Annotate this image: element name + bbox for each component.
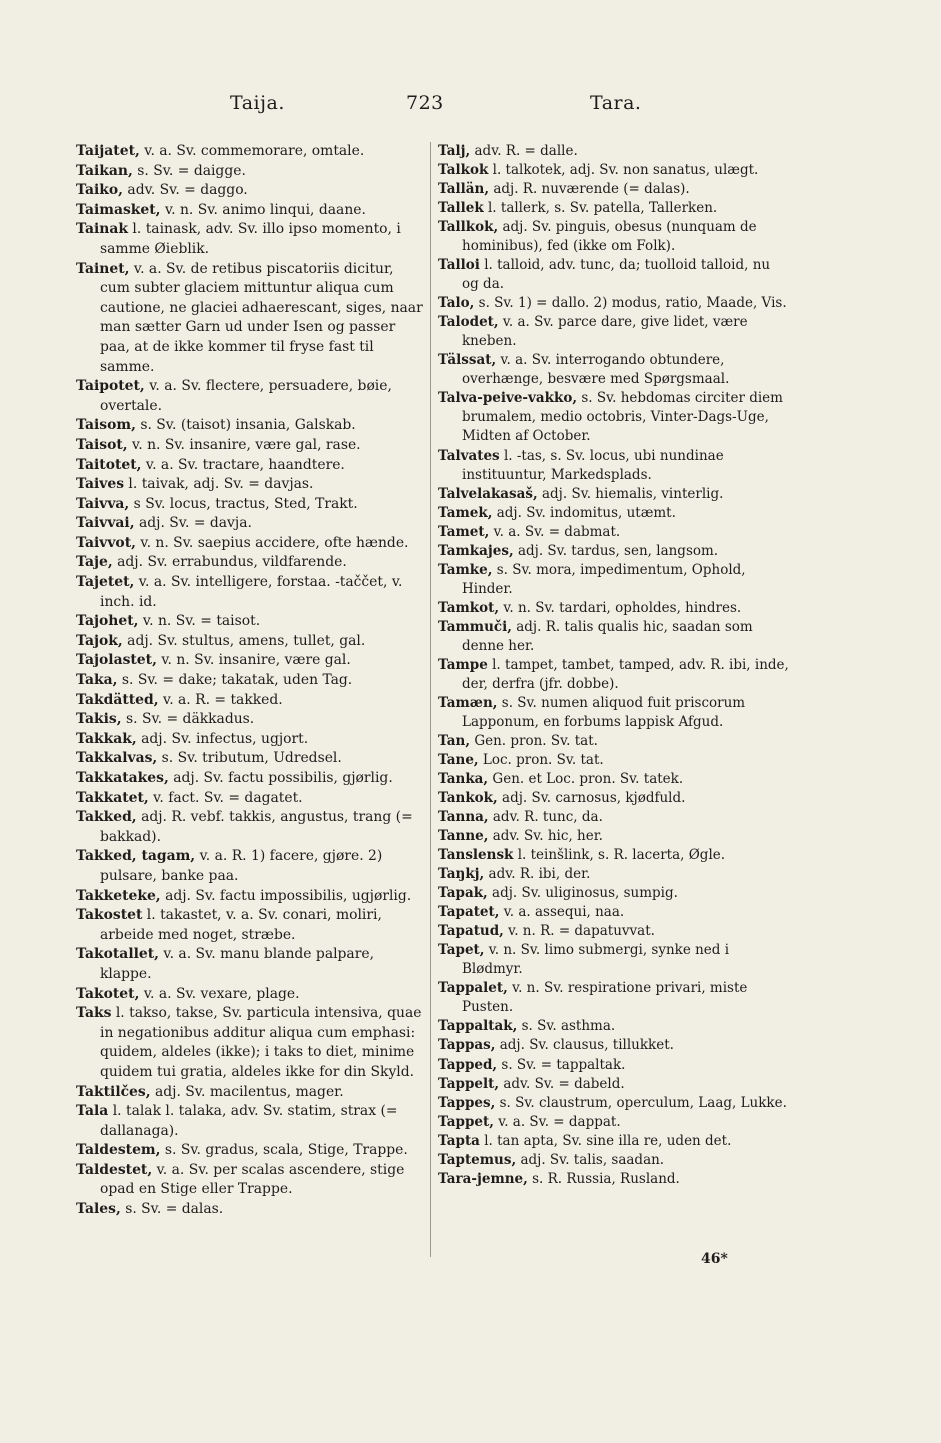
- entry-definition: l. tampet, tambet, tamped, adv. R. ibi, inde, der, derfra (jfr. dobbe).: [462, 656, 789, 692]
- dictionary-entry: [76, 651, 424, 671]
- entry-definition: adj. Sv. infectus, ugjort.: [136, 730, 309, 747]
- entry-definition: v. a. Sv. commemorare, omtale.: [139, 143, 365, 159]
- entry-headword: Takotet,: [76, 985, 140, 1002]
- dictionary-entry: [76, 162, 424, 182]
- dictionary-entry: [438, 542, 790, 561]
- column-divider: [430, 142, 431, 1257]
- dictionary-entry: [76, 887, 424, 907]
- entry-definition: l. talloid, adv. tunc, da; tuolloid talloid, nu og da.: [462, 257, 771, 293]
- dictionary-entry: [76, 1141, 424, 1161]
- dictionary-entry: [438, 447, 790, 485]
- entry-headword: Taimasket,: [76, 201, 161, 218]
- entry-headword: Tapta: [438, 1132, 480, 1149]
- entry-definition: s. Sv. numen aliquod fuit priscorum Lapponum, en forbums lappisk Afgud.: [462, 694, 746, 730]
- entry-definition: adj. Sv. hiemalis, vinterlig.: [537, 485, 724, 502]
- entry-headword: Tapak,: [438, 885, 488, 902]
- entry-headword: Tankok,: [438, 790, 498, 807]
- entry-headword: Taikan,: [76, 162, 133, 179]
- entry-definition: l. tallerk, s. Sv. patella, Tallerken.: [483, 200, 718, 217]
- dictionary-entry: [438, 903, 790, 922]
- entry-headword: Takkak,: [76, 730, 137, 747]
- dictionary-entry: [438, 389, 790, 446]
- entry-headword: Taks: [76, 1005, 112, 1022]
- entry-headword: Taisot,: [76, 436, 128, 453]
- dictionary-entry: [76, 710, 424, 730]
- entry-definition: l. talak l. talaka, adv. Sv. statim, strax (= dallanaga).: [100, 1103, 398, 1139]
- entry-definition: s. Sv. = däkkadus.: [121, 711, 255, 728]
- entry-headword: Taijatet,: [76, 143, 140, 159]
- dictionary-entry: [438, 180, 790, 199]
- dictionary-entry: [76, 691, 424, 711]
- entry-definition: l. tan apta, Sv. sine illa re, uden det.: [479, 1132, 732, 1149]
- dictionary-entry: [438, 1017, 790, 1036]
- entry-headword: Takdätted,: [76, 691, 159, 708]
- right-column: [438, 142, 790, 1189]
- entry-headword: Tappes,: [438, 1094, 496, 1111]
- dictionary-entry: [76, 1083, 424, 1103]
- entry-headword: Tapet,: [438, 942, 485, 959]
- entry-definition: adv. R. = dalle.: [470, 143, 578, 159]
- dictionary-entry: [76, 730, 424, 750]
- entry-headword: Tamæn,: [438, 694, 498, 711]
- entry-headword: Taivvot,: [76, 534, 136, 551]
- entry-definition: v. n. Sv. tardari, opholdes, hindres.: [499, 599, 742, 616]
- entry-definition: v. n. Sv. animo linqui, daane.: [160, 201, 366, 218]
- entry-headword: Tainak: [76, 221, 129, 238]
- entry-definition: v. n. Sv. limo submergi, synke ned i Blødmyr.: [462, 942, 730, 978]
- entry-definition: s. Sv. asthma.: [517, 1018, 616, 1035]
- entry-headword: Takkatet,: [76, 789, 149, 806]
- dictionary-entry: [438, 694, 790, 732]
- entry-definition: s. Sv. (taisot) insania, Galskab.: [135, 417, 356, 434]
- entry-definition: adv. R. tunc, da.: [488, 809, 603, 826]
- entry-headword: Tamek,: [438, 504, 493, 521]
- entry-headword: Tappet,: [438, 1113, 494, 1130]
- dictionary-entry: [76, 789, 424, 809]
- dictionary-entry: [76, 220, 424, 259]
- entry-headword: Tapped,: [438, 1056, 498, 1073]
- entry-definition: adj. R. nuværende (= dalas).: [489, 181, 690, 198]
- dictionary-entry: [438, 142, 790, 161]
- entry-headword: Tales,: [76, 1201, 121, 1218]
- entry-definition: v. a. Sv. tractare, haandtere.: [141, 456, 345, 473]
- entry-definition: l. talkotek, adj. Sv. non sanatus, ulægt.: [488, 162, 759, 179]
- entry-headword: Tappaltak,: [438, 1018, 518, 1035]
- dictionary-entry: [438, 504, 790, 523]
- dictionary-entry: [438, 827, 790, 846]
- dictionary-entry: [438, 599, 790, 618]
- dictionary-entry: [438, 656, 790, 694]
- entry-definition: v. n. R. = dapatuvvat.: [503, 923, 655, 940]
- entry-headword: Taivvai,: [76, 515, 135, 532]
- entry-headword: Tappas,: [438, 1037, 496, 1054]
- dictionary-entry: [438, 1075, 790, 1094]
- entry-headword: Talkok: [438, 162, 489, 179]
- entry-headword: Taldestem,: [76, 1142, 161, 1159]
- dictionary-entry: [76, 495, 424, 515]
- entry-headword: Takkatakes,: [76, 770, 169, 786]
- dictionary-entry: [438, 618, 790, 656]
- dictionary-entry: [76, 534, 424, 554]
- entry-definition: l. tainask, adv. Sv. illo ipso momento, i samme Øieblik.: [100, 221, 401, 257]
- entry-definition: s. Sv. tributum, Udredsel.: [157, 750, 342, 767]
- entry-headword: Takked,: [76, 809, 137, 826]
- dictionary-entry: [76, 416, 424, 436]
- entry-headword: Taktilčes,: [76, 1083, 151, 1100]
- entry-definition: Gen. et Loc. pron. Sv. tatek.: [488, 771, 684, 788]
- entry-headword: Taka,: [76, 672, 118, 689]
- dictionary-entry: [76, 553, 424, 573]
- dictionary-entry: [438, 884, 790, 903]
- dictionary-entry: [438, 1056, 790, 1075]
- entry-headword: Talodet,: [438, 314, 499, 331]
- entry-headword: Talvates: [438, 447, 500, 464]
- entry-headword: Tanna,: [438, 809, 489, 826]
- dictionary-entry: [438, 1132, 790, 1151]
- dictionary-entry: [438, 294, 790, 313]
- entry-definition: v. a. Sv. de retibus piscatoriis dicitur, cum subter glaciem mittuntur aliqua cum cautione, ne glaciei adhaerescant, siges, naar man sætter Garn ud under Isen og passer paa, at de ikke kommer til fryse fast til samme.: [100, 260, 423, 375]
- entry-definition: s. R. Russia, Rusland.: [527, 1170, 680, 1187]
- dictionary-entry: [76, 142, 424, 162]
- dictionary-entry: [76, 632, 424, 652]
- entry-headword: Tamkot,: [438, 599, 500, 616]
- dictionary-entry: [438, 1151, 790, 1170]
- dictionary-entry: [76, 847, 424, 886]
- dictionary-entry: [438, 789, 790, 808]
- entry-definition: v. a. Sv. per scalas ascendere, stige opad en Stige eller Trappe.: [100, 1161, 405, 1198]
- entry-definition: adj. Sv. carnosus, kjødfuld.: [497, 790, 686, 807]
- dictionary-entry: [76, 514, 424, 534]
- dictionary-entry: [76, 573, 424, 612]
- dictionary-entry: [76, 475, 424, 495]
- entry-definition: v. a. R. = takked.: [158, 691, 283, 708]
- entry-headword: Tara-jemne,: [438, 1170, 528, 1187]
- signature-mark: 46*: [701, 1251, 728, 1267]
- dictionary-entry: [438, 865, 790, 884]
- entry-definition: v. a. Sv. flectere, persuadere, bøie, overtale.: [100, 378, 392, 414]
- dictionary-entry: [438, 922, 790, 941]
- entry-definition: s. Sv. gradus, scala, Stige, Trappe.: [160, 1142, 408, 1159]
- entry-definition: l. taivak, adj. Sv. = davjas.: [124, 476, 314, 493]
- dictionary-entry: [438, 351, 790, 389]
- entry-definition: adv. Sv. hic, her.: [488, 828, 603, 845]
- dictionary-entry: [438, 1170, 790, 1189]
- dictionary-entry: [76, 749, 424, 769]
- entry-definition: Loc. pron. Sv. tat.: [478, 752, 604, 768]
- dictionary-entry: [438, 561, 790, 599]
- dictionary-entry: [438, 732, 790, 751]
- dictionary-entry: [438, 256, 790, 294]
- entry-headword: Tajetet,: [76, 574, 135, 591]
- entry-headword: Taivva,: [76, 495, 130, 512]
- entry-headword: Takotallet,: [76, 946, 159, 963]
- entry-definition: adj. Sv. talis, saadan.: [516, 1151, 665, 1168]
- dictionary-entry: [76, 1004, 424, 1082]
- entry-definition: v. a. Sv. intelligere, forstaa. -taččet, v. inch. id.: [100, 574, 403, 610]
- entry-definition: v. a. Sv. manu blande palpare, klappe.: [100, 946, 374, 982]
- entry-definition: l. takso, takse, Sv. particula intensiva, quae in negationibus additur aliqua cum emphasi: quidem, aldeles (ikke); i taks to diet, minime quidem tui gratia, aldeles ikke for din Skyld.: [100, 1005, 422, 1080]
- entry-headword: Tan,: [438, 732, 471, 749]
- entry-definition: v. fact. Sv. = dagatet.: [148, 789, 303, 806]
- entry-definition: adv. Sv. = daggo.: [123, 182, 248, 199]
- entry-definition: s. Sv. hebdomas circiter diem brumalem, medio octobris, Vinter-Dags-Uge, Midten af October.: [462, 390, 783, 445]
- dictionary-entry: [438, 846, 790, 865]
- entry-definition: v. a. Sv. = dabmat.: [489, 523, 621, 540]
- entry-definition: s. Sv. = daigge.: [132, 162, 246, 179]
- entry-definition: adj. Sv. factu impossibilis, ugjørlig.: [160, 887, 412, 904]
- dictionary-entry: [76, 1200, 424, 1220]
- entry-headword: Taipotet,: [76, 378, 145, 395]
- entry-headword: Takkalvas,: [76, 750, 158, 767]
- entry-definition: adj. Sv. = davja.: [134, 515, 252, 532]
- entry-headword: Taje,: [76, 554, 113, 571]
- entry-headword: Tajok,: [76, 632, 123, 649]
- entry-headword: Tanne,: [438, 828, 489, 845]
- dictionary-entry: [438, 979, 790, 1017]
- entry-definition: v. a. R. 1) facere, gjøre. 2) pulsare, banke paa.: [100, 848, 383, 884]
- entry-headword: Talvelakasaš,: [438, 485, 538, 502]
- dictionary-entry: [76, 906, 424, 945]
- entry-headword: Taptemus,: [438, 1151, 517, 1168]
- dictionary-entry: [438, 313, 790, 351]
- entry-headword: Talj,: [438, 143, 471, 159]
- entry-definition: v. a. Sv. = dappat.: [493, 1113, 621, 1130]
- dictionary-entry: [76, 808, 424, 847]
- entry-definition: adj. Sv. indomitus, utæmt.: [492, 504, 676, 521]
- entry-headword: Tampe: [438, 656, 488, 673]
- entry-headword: Tane,: [438, 752, 479, 768]
- dictionary-entry: [76, 181, 424, 201]
- entry-definition: s. Sv. 1) = dallo. 2) modus, ratio, Maade, Vis.: [474, 295, 787, 312]
- entry-definition: s. Sv. = dake; takatak, uden Tag.: [117, 672, 353, 689]
- dictionary-entry: [76, 436, 424, 456]
- entry-definition: adj. Sv. pinguis, obesus (nunquam de hominibus), fed (ikke om Folk).: [462, 219, 757, 255]
- entry-definition: s. Sv. = dalas.: [120, 1201, 224, 1218]
- entry-definition: v. n. Sv. respiratione privari, miste Pusten.: [462, 980, 748, 1016]
- entry-headword: Tälssat,: [438, 352, 497, 369]
- entry-headword: Talo,: [438, 295, 475, 312]
- entry-headword: Talva-peive-vakko,: [438, 390, 578, 407]
- entry-headword: Tajohet,: [76, 613, 139, 630]
- dictionary-entry: [76, 260, 424, 378]
- entry-headword: Tanka,: [438, 771, 489, 788]
- entry-definition: l. teinšlink, s. R. lacerta, Øgle.: [513, 847, 726, 864]
- dictionary-entry: [438, 1094, 790, 1113]
- entry-definition: adj. Sv. macilentus, mager.: [150, 1083, 344, 1100]
- entry-headword: Tamet,: [438, 523, 490, 540]
- page-number: 723: [406, 92, 444, 114]
- dictionary-entry: [438, 808, 790, 827]
- entry-headword: Tamkajes,: [438, 542, 514, 559]
- entry-definition: adj. Sv. stultus, amens, tullet, gal.: [122, 632, 366, 649]
- dictionary-entry: [438, 751, 790, 770]
- entry-definition: adj. Sv. clausus, tillukket.: [495, 1037, 674, 1054]
- entry-headword: Tanslensk: [438, 847, 514, 864]
- entry-headword: Taŋkj,: [438, 866, 485, 883]
- dictionary-entry: [438, 218, 790, 256]
- entry-definition: l. -tas, s. Sv. locus, ubi nundinae instituuntur, Markedsplads.: [462, 447, 724, 483]
- entry-definition: adj. Sv. tardus, sen, langsom.: [513, 542, 719, 559]
- left-column: [76, 142, 424, 1220]
- entry-definition: v. n. Sv. saepius accidere, ofte hænde.: [135, 534, 409, 551]
- dictionary-entry: [76, 1161, 424, 1200]
- entry-definition: v. n. Sv. = taisot.: [138, 613, 261, 630]
- entry-definition: adv. R. ibi, der.: [484, 866, 591, 883]
- entry-definition: v. n. Sv. insanire, være gal.: [156, 652, 351, 669]
- entry-definition: l. takastet, v. a. Sv. conari, moliri, arbeide med noget, stræbe.: [100, 907, 382, 943]
- dictionary-entry: [76, 377, 424, 416]
- entry-headword: Tala: [76, 1103, 109, 1120]
- dictionary-entry: [438, 941, 790, 979]
- entry-headword: Takketeke,: [76, 887, 161, 904]
- entry-definition: s. Sv. = tappaltak.: [497, 1056, 626, 1073]
- entry-headword: Tapatud,: [438, 923, 504, 940]
- entry-definition: s. Sv. claustrum, operculum, Laag, Lukke.: [495, 1094, 787, 1111]
- entry-headword: Tappalet,: [438, 980, 508, 997]
- entry-headword: Talloi: [438, 257, 480, 274]
- entry-headword: Taiko,: [76, 182, 124, 199]
- dictionary-entry: [76, 945, 424, 984]
- dictionary-entry: [438, 1036, 790, 1055]
- entry-headword: Taldestet,: [76, 1161, 153, 1178]
- dictionary-entry: [76, 1102, 424, 1141]
- entry-definition: adv. Sv. = dabeld.: [499, 1075, 625, 1092]
- dictionary-entry: [438, 523, 790, 542]
- entry-definition: Gen. pron. Sv. tat.: [470, 732, 598, 749]
- entry-headword: Taisom,: [76, 417, 136, 434]
- entry-definition: v. a. Sv. parce dare, give lidet, være kneben.: [462, 314, 748, 350]
- entry-definition: v. a. Sv. vexare, plage.: [139, 985, 300, 1002]
- header-left-guideword: Taija.: [230, 92, 285, 114]
- header-right-guideword: Tara.: [590, 92, 642, 114]
- entry-headword: Taives: [76, 476, 125, 493]
- entry-headword: Takked, tagam,: [76, 848, 196, 865]
- entry-definition: v. a. assequi, naa.: [499, 904, 625, 921]
- entry-definition: v. a. Sv. interrogando obtundere, overhænge, besvære med Spørgsmaal.: [462, 352, 730, 388]
- entry-definition: s Sv. locus, tractus, Sted, Trakt.: [129, 495, 358, 512]
- entry-headword: Takostet: [76, 907, 143, 924]
- entry-headword: Takis,: [76, 711, 122, 728]
- entry-headword: Tammuči,: [438, 618, 512, 635]
- dictionary-entry: [76, 671, 424, 691]
- dictionary-entry: [438, 161, 790, 180]
- dictionary-entry: [76, 456, 424, 476]
- entry-definition: adj. Sv. uliginosus, sumpig.: [487, 885, 678, 902]
- dictionary-entry: [76, 612, 424, 632]
- dictionary-entry: [438, 1113, 790, 1132]
- entry-definition: v. n. Sv. insanire, være gal, rase.: [127, 436, 361, 453]
- dictionary-entry: [438, 770, 790, 789]
- entry-headword: Tapatet,: [438, 904, 500, 921]
- entry-headword: Tamke,: [438, 561, 493, 578]
- entry-headword: Taitotet,: [76, 456, 142, 473]
- dictionary-entry: [76, 201, 424, 221]
- entry-headword: Tallek: [438, 200, 484, 217]
- entry-definition: adj. Sv. factu possibilis, gjørlig.: [168, 770, 393, 786]
- entry-headword: Tainet,: [76, 260, 130, 277]
- dictionary-entry: [76, 769, 424, 789]
- entry-definition: adj. R. vebf. takkis, angustus, trang (= bakkad).: [100, 809, 413, 845]
- entry-headword: Tallkok,: [438, 219, 499, 236]
- entry-headword: Tajolastet,: [76, 652, 157, 669]
- entry-headword: Tallän,: [438, 181, 490, 198]
- dictionary-entry: [76, 985, 424, 1005]
- entry-definition: s. Sv. mora, impedimentum, Ophold, Hinder.: [462, 561, 746, 597]
- entry-definition: adj. R. talis qualis hic, saadan som denne her.: [462, 618, 753, 654]
- dictionary-entry: [438, 485, 790, 504]
- entry-definition: adj. Sv. errabundus, vildfarende.: [112, 554, 347, 571]
- entry-headword: Tappelt,: [438, 1075, 500, 1092]
- dictionary-entry: [438, 199, 790, 218]
